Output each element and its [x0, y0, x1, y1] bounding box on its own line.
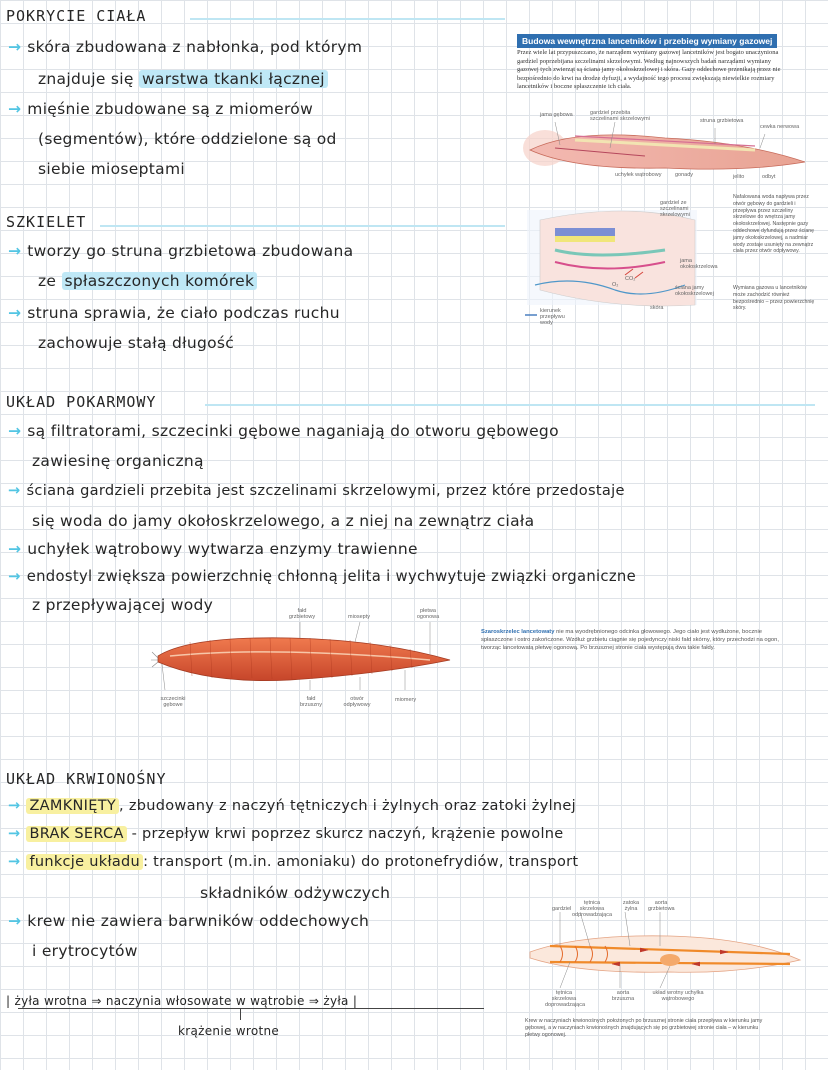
- label-zatoka-zylna: zatoka żylna: [622, 900, 640, 912]
- label-gonady: gonady: [675, 172, 694, 178]
- label-sciana-jamy: ściana jamy okołoskrzelowej: [675, 285, 714, 297]
- label-uchylek: uchyłek wątrobowy: [615, 172, 662, 178]
- label-gardziel: gardziel: [552, 906, 572, 912]
- section-title-pokrycie: POKRYCIE CIAŁA: [6, 7, 147, 25]
- arrow-icon: →: [8, 912, 22, 930]
- text-line: → krew nie zawiera barwników oddechowych: [8, 912, 370, 930]
- highlight: warstwa tkanki łącznej: [139, 70, 328, 88]
- title-rule: [100, 225, 505, 227]
- label-skora: skóra: [650, 305, 664, 311]
- text-line: siebie mioseptami: [38, 160, 185, 178]
- title-rule: [205, 404, 815, 406]
- arrow-icon: →: [8, 100, 22, 118]
- arrow-icon: →: [8, 482, 21, 499]
- text-line: zawiesinę organiczną: [32, 452, 204, 470]
- arrow-icon: →: [8, 826, 21, 842]
- label-co2: CO₂: [625, 276, 636, 282]
- portal-underline: [18, 1008, 484, 1009]
- section-title-uklad-krwionosny: UKŁAD KRWIONOŚNY: [6, 770, 167, 788]
- label-fald-grzbietowy: fałd grzbietowy: [288, 608, 316, 620]
- label-gardziel: gardziel przebita szczelinami skrzelowymi: [590, 110, 650, 122]
- highlight: funkcje układu: [26, 854, 143, 870]
- portal-tick: [240, 1008, 241, 1020]
- label-o2: O₂: [612, 282, 619, 288]
- text-line: (segmentów), które oddzielone są od: [38, 130, 337, 148]
- label-otwor-odplywowy: otwór odpływowy: [343, 696, 371, 708]
- label-jama-gebowa: jama gębowa: [540, 112, 573, 118]
- section-title-szkielet: SZKIELET: [6, 213, 87, 231]
- text-line: → funkcje układu : transport (m.in. amoniaku) do protonefrydiów, transport: [8, 854, 579, 870]
- text-line: składników odżywczych: [200, 884, 391, 902]
- arrow-icon: →: [8, 798, 21, 814]
- text-line: → tworzy go struna grzbietowa zbudowana: [8, 242, 354, 260]
- label-jama-okoloskrzelowa: jama okołoskrzelowa: [680, 258, 718, 270]
- label-fald-brzuszny: fałd brzuszny: [299, 696, 322, 708]
- text-line: → BRAK SERCA - przepływ krwi poprzez skurcz naczyń, krążenie powolne: [8, 826, 564, 842]
- highlight: spłaszczonych komórek: [62, 272, 258, 290]
- label-miomery: miomery: [395, 697, 417, 703]
- text-line: → ZAMKNIĘTY , zbudowany z naczyń tętniczych i żylnych oraz zatoki żylnej: [8, 798, 576, 814]
- title-rule: [190, 18, 505, 20]
- label-struna: struna grzbietowa: [700, 118, 744, 124]
- text-line: → uchyłek wątrobowy wytwarza enzymy trawienne: [8, 540, 418, 558]
- figure1-text: Przez wiele lat przypuszczano, że narządem wymiany gazowej lancetników jest bogato unaczyniona gardziel poprzebijana szczelinami skrzelowymi. Według najnowszych badań narządami wymiany gazowej tych zwierząt są ściana jamy okołoskrzelowej i skóra. Gazy oddechowe przenikają przez nie bezpośrednio do krwi na drodze dyfuzji, a wydajność tego procesu zwiększają niewielkie rozmiary lancetników i boczne spłaszczenie ich ciała.: [517, 49, 781, 90]
- arrow-icon: →: [8, 540, 22, 558]
- text-line: → endostyl zwiększa powierzchnię chłonną jelita i wychwytuje związki organiczne: [8, 568, 636, 585]
- label-kierunek: kierunek przepływu wody: [540, 308, 565, 326]
- figure1-title: Budowa wewnętrzna lancetników i przebieg wymiany gazowej: [517, 34, 777, 48]
- text-line: znajduje się warstwa tkanki łącznej: [38, 70, 328, 88]
- arrow-icon: →: [8, 242, 22, 260]
- figure1-side-text: Nafalowana woda napływa przez otwór gębowy do gardzieli i przepływa przez szczeliny skrzelowe do wnętrza jamy okołoskrzelowej. Następnie gazy oddechowe dyfundują przez ścianę jamy okołoskrzelowej, a nadmiar wody zostaje usunięty na zewnątrz ciała przez otwór odpływowy.: [733, 194, 815, 255]
- text-line: → są filtratorami, szczecinki gębowe naganiają do otworu gębowego: [8, 422, 559, 440]
- arrow-icon: →: [8, 304, 22, 322]
- text-line: ze spłaszczonych komórek: [38, 272, 257, 290]
- text-line: się woda do jamy okołoskrzelowego, a z niej na zewnątrz ciała: [32, 512, 535, 530]
- figure2-caption: Szaroskrzelec lancetowaty nie ma wyodrębnionego odcinka głowowego. Jego ciało jest wydłużone, bocznie spłaszczone i ostro zakończone. Wzdłuż grzbietu ciągnie się pojedynczy niski fałd skórny, który przechodzi na ogon, tworząc lancetowatą płetwę ogonową. Po brzusznej stronie ciała występują dwa takie fałdy.: [481, 629, 779, 651]
- highlight: ZAMKNIĘTY: [26, 798, 119, 814]
- label-tetnica-doprowadzajaca: tętnica skrzelowa doprowadzająca: [545, 990, 586, 1008]
- text-line: → mięśnie zbudowane są z miomerów: [8, 100, 314, 118]
- label-pletwa-ogonowa: płetwa ogonowa: [416, 608, 440, 620]
- label-miosepty: miosepty: [348, 614, 371, 620]
- label-jelito: jelito: [733, 174, 745, 180]
- text-line: → struna sprawia, że ciało podczas ruchu: [8, 304, 340, 322]
- label-aorta-brzuszna: aorta brzuszna: [611, 990, 635, 1002]
- portal-circulation-line: | żyła wrotna ⇒ naczynia włosowate w wątrobie ⇒ żyła |: [6, 994, 358, 1008]
- circulatory-diagram: [520, 900, 810, 990]
- label-szczecinki: szczecinki gębowe: [160, 696, 186, 708]
- arrow-icon: →: [8, 38, 22, 56]
- label-tetnica-odprowadzajaca: tętnica skrzelowa odprowadzająca: [572, 900, 613, 918]
- section-title-uklad-pokarmowy: UKŁAD POKARMOWY: [6, 393, 157, 411]
- text-line: z przepływającej wody: [32, 596, 214, 614]
- figure1-side-text2: Wymiana gazowa u lancetników może zachodzić również bezpośrednio – przez powierzchnię skóry.: [733, 285, 815, 312]
- label-cewka: cewka nerwowa: [760, 124, 800, 130]
- text-line: i erytrocytów: [32, 942, 138, 960]
- text-line: → ściana gardzieli przebita jest szczelinami skrzelowymi, przez które przedostaje: [8, 482, 625, 499]
- arrow-icon: →: [8, 568, 21, 585]
- highlight: BRAK SERCA: [26, 826, 126, 842]
- label-gardziel-szczeliny: gardziel ze szczelinami skrzelowymi: [660, 200, 690, 218]
- label-uklad-wrotny: układ wrotny uchyłka wątrobowego: [652, 990, 704, 1002]
- label-aorta-grzbietowa: aorta grzbietowa: [648, 900, 675, 912]
- text-line: → skóra zbudowana z nabłonka, pod którym: [8, 38, 363, 56]
- figure3-caption: Krew w naczyniach krwionośnych położonych po brzusznej stronie ciała przepływa w kierunku jamy gębowej, a w naczyniach krwionośnych znajdujących się po grzbietowej stronie ciała – w kierunku płetwy ogonowej.: [525, 1018, 763, 1038]
- text-line: zachowuje stałą długość: [38, 334, 235, 352]
- label-odbyt: odbyt: [762, 174, 776, 180]
- portal-sublabel: krążenie wrotne: [178, 1024, 280, 1038]
- arrow-icon: →: [8, 422, 22, 440]
- arrow-icon: →: [8, 854, 21, 870]
